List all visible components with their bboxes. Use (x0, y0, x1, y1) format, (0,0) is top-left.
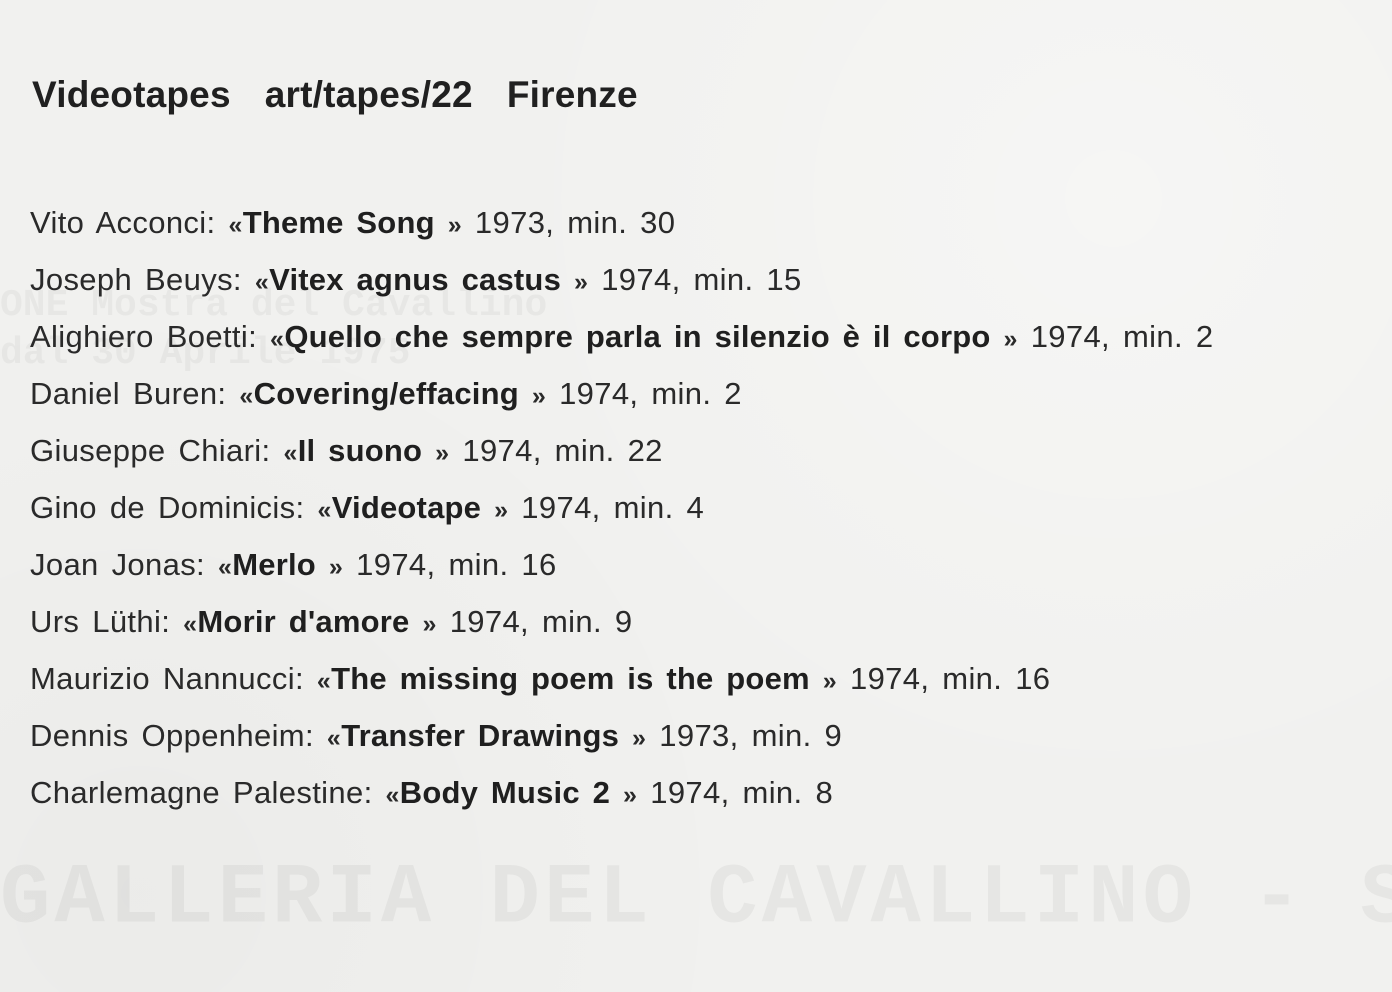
list-item (30, 768, 1214, 825)
work-details: 1974, min. 2 (559, 376, 742, 411)
close-quote: » (623, 781, 638, 809)
list-item (30, 711, 1214, 768)
artist-name: Maurizio Nannucci: (30, 661, 304, 696)
artist-name: Urs Lüthi: (30, 604, 171, 639)
title-series: art/tapes/22 (264, 74, 473, 115)
open-quote: « (239, 382, 254, 410)
work-title: Covering/effacing (253, 376, 519, 411)
show-through-text (0, 851, 1392, 948)
work-title: Il suono (297, 433, 423, 468)
work-details: 1974, min. 8 (650, 775, 834, 810)
open-quote: « (254, 268, 270, 296)
list-item (30, 597, 1214, 654)
work-details: 1974, min. 16 (356, 547, 557, 582)
work-details: 1974, min. 16 (849, 661, 1051, 696)
artist-name: Daniel Buren: (30, 376, 227, 411)
artist-name: Gino de Dominicis: (30, 490, 305, 525)
close-quote: » (1003, 325, 1018, 353)
close-quote: » (435, 439, 450, 467)
open-quote: « (283, 439, 298, 467)
work-details: 1974, min. 9 (449, 604, 633, 639)
open-quote: « (270, 325, 285, 353)
artist-name: Joseph Beuys: (30, 262, 242, 297)
work-details: 1973, min. 9 (659, 718, 843, 753)
work-title: Merlo (232, 547, 316, 582)
open-quote: « (316, 667, 332, 695)
work-details: 1974, min. 15 (601, 262, 802, 297)
work-title: Quello che sempre parla in silenzio è il corpo (284, 319, 991, 354)
work-title: Theme Song (242, 205, 435, 240)
artist-name: Dennis Oppenheim: (30, 718, 314, 753)
artist-name: Charlemagne Palestine: (30, 775, 373, 810)
open-quote: « (326, 724, 342, 752)
artist-name: Vito Acconci: (30, 205, 216, 240)
open-quote: « (183, 610, 198, 638)
work-title: Morir d'amore (197, 604, 410, 639)
title-city: Firenze (506, 74, 638, 115)
close-quote: » (822, 667, 838, 695)
list-item (30, 483, 1214, 540)
work-details: 1974, min. 4 (521, 490, 705, 525)
list-item (30, 198, 1214, 255)
work-title: Videotape (331, 490, 482, 525)
close-quote: » (422, 610, 437, 638)
open-quote: « (385, 781, 400, 809)
work-details: 1974, min. 2 (1030, 319, 1214, 354)
work-title: Transfer Drawings (341, 718, 620, 753)
list-item (30, 312, 1214, 369)
title-videotapes: Videotapes (32, 74, 231, 115)
work-title: The missing poem is the poem (331, 661, 810, 696)
list-item (30, 654, 1214, 711)
document-title (32, 74, 638, 116)
work-title: Vitex agnus castus (269, 262, 562, 297)
close-quote: » (632, 724, 647, 752)
work-details: 1973, min. 30 (474, 205, 676, 240)
videotape-list (30, 198, 1214, 825)
close-quote: » (447, 211, 462, 239)
list-item (30, 255, 1214, 312)
close-quote: » (573, 268, 589, 296)
list-item (30, 540, 1214, 597)
open-quote: « (317, 496, 332, 524)
list-item (30, 426, 1214, 483)
artist-name: Alighiero Boetti: (30, 319, 258, 354)
close-quote: » (494, 496, 509, 524)
close-quote: » (328, 553, 344, 581)
work-details: 1974, min. 22 (462, 433, 663, 468)
artist-name: Giuseppe Chiari: (30, 433, 271, 468)
open-quote: « (228, 211, 243, 239)
list-item (30, 369, 1214, 426)
work-title: Body Music 2 (399, 775, 611, 810)
open-quote: « (218, 553, 233, 581)
close-quote: » (531, 382, 547, 410)
artist-name: Joan Jonas: (30, 547, 206, 582)
